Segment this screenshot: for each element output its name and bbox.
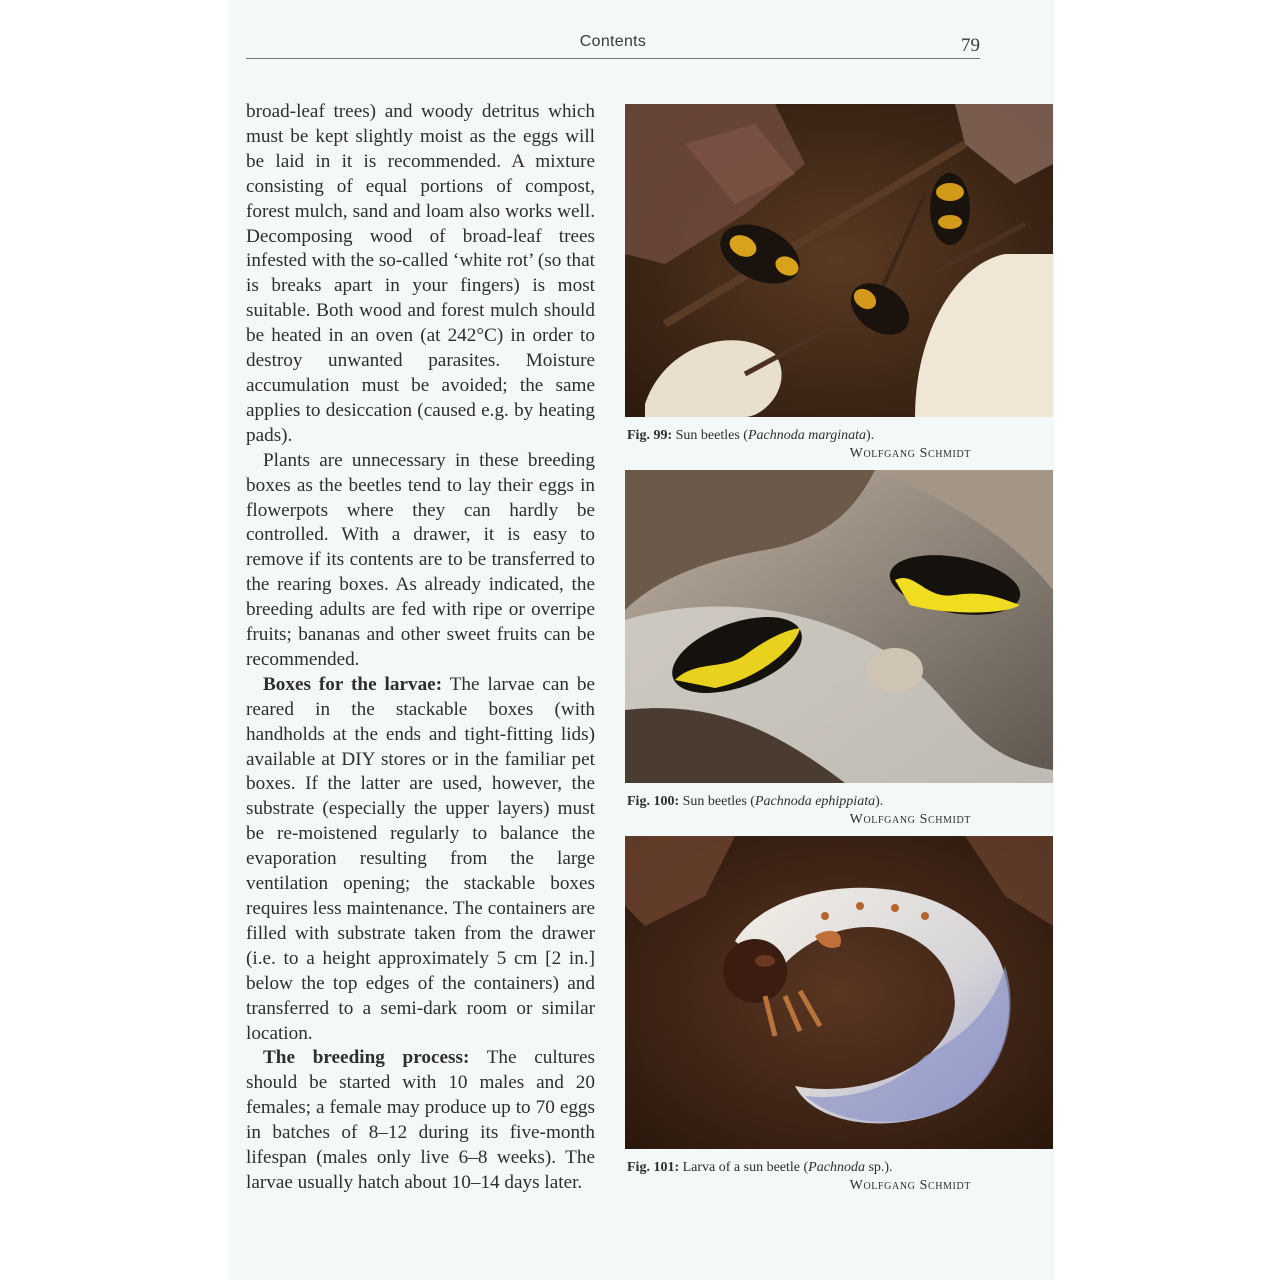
paragraph-2: Plants are unnecessary in these breeding boxes as the beetles tend to lay their eggs in flowerpots where they can hardly be controlled. With a drawer, it is easy to remove if its contents are to be transferred to the rearing boxes. As already indicated, the breeding adults are fed with ripe or overripe fruits; bananas and other sweet fruits can be recommended. <box>246 449 595 670</box>
figure-100 <box>625 470 1053 829</box>
caption-text: Sun beetles ( <box>675 428 748 443</box>
caption-text: Larva of a sun beetle ( <box>682 1160 809 1175</box>
caption-end: sp.). <box>864 1160 893 1175</box>
photo-credit: Wolfgang Schmidt <box>849 1178 971 1193</box>
figure-99-photo <box>625 104 1053 417</box>
paragraph-4 <box>246 1046 595 1195</box>
species-name: Pachnoda ephippiata <box>754 794 876 809</box>
figure-101-caption <box>625 1159 1053 1195</box>
running-head <box>246 30 980 59</box>
genus-name: Pachnoda <box>808 1160 865 1175</box>
paragraph-4-text: The cultures should be started with 10 males and 20 females; a female may produce up to 70 eggs in batches of 8–12 during its five-month lifespan (males only live 6–8 weeks). The larvae usually hatch about 10–14 days later. <box>246 1047 595 1193</box>
paragraph-3-text: The larvae can be reared in the stackable boxes (with handholds at the ends and tight-fitting lids) available at DIY stores or in the familiar pet boxes. If the latter are used, however, the substrate (especially the upper layers) must be re-moistened regularly to balance the evaporation resulting from the large ventilation opening; the stackable boxes requires less maintenance. The containers are filled with substrate taken from the drawer (i.e. to a height approximately 5 cm [2 in.] below the top edges of the containers) and transferred to a semi-dark room or similar location. <box>246 673 595 1044</box>
beetle-2 <box>930 173 970 245</box>
paragraph-3 <box>246 673 595 1047</box>
figure-99 <box>625 104 1053 463</box>
species-name: Pachnoda marginata <box>747 428 867 443</box>
run-in-heading-breeding-process: The breeding process: <box>263 1047 470 1069</box>
body-text-column <box>246 100 595 1196</box>
caption-text: Sun beetles ( <box>682 794 755 809</box>
page-number: 79 <box>961 35 980 56</box>
caption-end: ). <box>875 794 884 809</box>
figure-100-label: Fig. 100: <box>627 794 680 809</box>
figure-99-label: Fig. 99: <box>627 428 673 443</box>
photo-credit: Wolfgang Schmidt <box>849 446 971 461</box>
figure-101-photo <box>625 836 1053 1149</box>
figure-100-caption <box>625 793 1053 829</box>
figure-100-photo <box>625 470 1053 783</box>
caption-end: ). <box>866 428 875 443</box>
figure-101-label: Fig. 101: <box>627 1160 680 1175</box>
book-page <box>228 0 1054 1280</box>
header-title: Contents <box>579 33 647 50</box>
photo-credit: Wolfgang Schmidt <box>849 812 971 827</box>
run-in-heading-larvae-boxes: Boxes for the larvae: <box>263 673 443 695</box>
paragraph-1: broad-leaf trees) and woody detritus which must be kept slightly moist as the eggs will be laid in it is recommended. A mixture consisting of equal portions of compost, forest mulch, sand and loam also works well. Decomposing wood of broad-leaf trees infested with the so-called ‘white rot’ (so that is breaks apart in your fingers) is most suitable. Both wood and forest mulch should be heated in an oven (at 242°C) in order to destroy unwanted parasites. Moisture accumulation must be avoided; the same applies to desiccation (caused e.g. by heating pads). <box>246 101 595 446</box>
figure-99-caption <box>625 427 1053 463</box>
figure-101 <box>625 836 1053 1195</box>
